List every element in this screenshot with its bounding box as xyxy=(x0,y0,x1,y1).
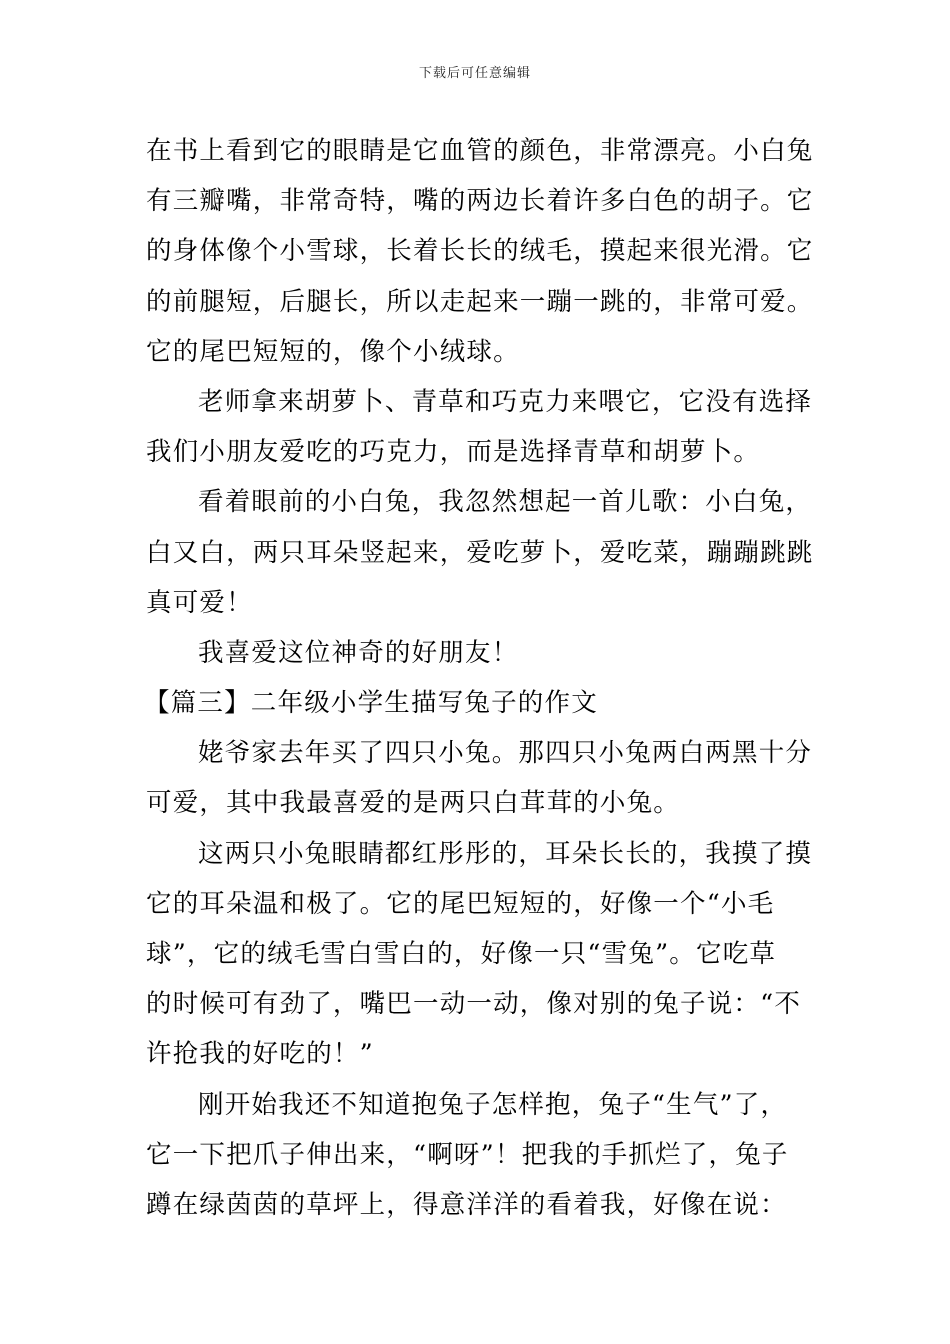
text-line: 老师拿来胡萝卜、青草和巧克力来喂它，它没有选择 xyxy=(198,386,813,417)
text-line: 白又白，两只耳朵竖起来，爱吃萝卜，爱吃菜，蹦蹦跳跳 xyxy=(146,537,814,568)
text-line: 刚开始我还不知道抱兔子怎样抱，兔子“生气”了， xyxy=(198,1089,788,1120)
text-line: 的前腿短，后腿长，所以走起来一蹦一跳的，非常可爱。 xyxy=(146,286,814,317)
text-line: 的时候可有劲了，嘴巴一动一动，像对别的兔子说：“不 xyxy=(146,989,802,1020)
text-line: 真可爱！ xyxy=(146,587,253,618)
text-line: 的身体像个小雪球，长着长长的绒毛，摸起来很光滑。它 xyxy=(146,236,814,267)
text-line: 姥爷家去年买了四只小兔。那四只小兔两白两黑十分 xyxy=(198,738,813,769)
text-line: 许抢我的好吃的！” xyxy=(146,1039,374,1070)
text-line: 有三瓣嘴，非常奇特，嘴的两边长着许多白色的胡子。它 xyxy=(146,186,814,217)
text-line: 它的尾巴短短的，像个小绒球。 xyxy=(146,336,520,367)
text-line: 我们小朋友爱吃的巧克力，而是选择青草和胡萝卜。 xyxy=(146,437,761,468)
page-header: 下载后可任意编辑 xyxy=(418,66,531,81)
text-line: 它一下把爪子伸出来，“啊呀”！把我的手抓烂了，兔子 xyxy=(146,1139,789,1170)
text-line: 蹲在绿茵茵的草坪上，得意洋洋的看着我，好像在说： xyxy=(146,1189,787,1220)
text-line: 在书上看到它的眼睛是它血管的颜色，非常漂亮。小白兔 xyxy=(146,136,814,166)
text-line: 看着眼前的小白兔，我忽然想起一首儿歌：小白兔， xyxy=(198,487,813,518)
text-line: 可爱，其中我最喜爱的是两只白茸茸的小兔。 xyxy=(146,788,681,819)
text-line: 这两只小兔眼睛都红彤彤的，耳朵长长的，我摸了摸 xyxy=(198,838,813,869)
text-line: 我喜爱这位神奇的好朋友！ xyxy=(198,637,519,668)
text-line: 它的耳朵温和极了。它的尾巴短短的，好像一个“小毛 xyxy=(146,888,775,919)
section-heading: 【篇三】二年级小学生描写兔子的作文 xyxy=(144,688,598,719)
document-body xyxy=(144,126,814,1230)
text-line: 球”，它的绒毛雪白雪白的，好像一只“雪兔”。它吃草 xyxy=(146,939,777,969)
